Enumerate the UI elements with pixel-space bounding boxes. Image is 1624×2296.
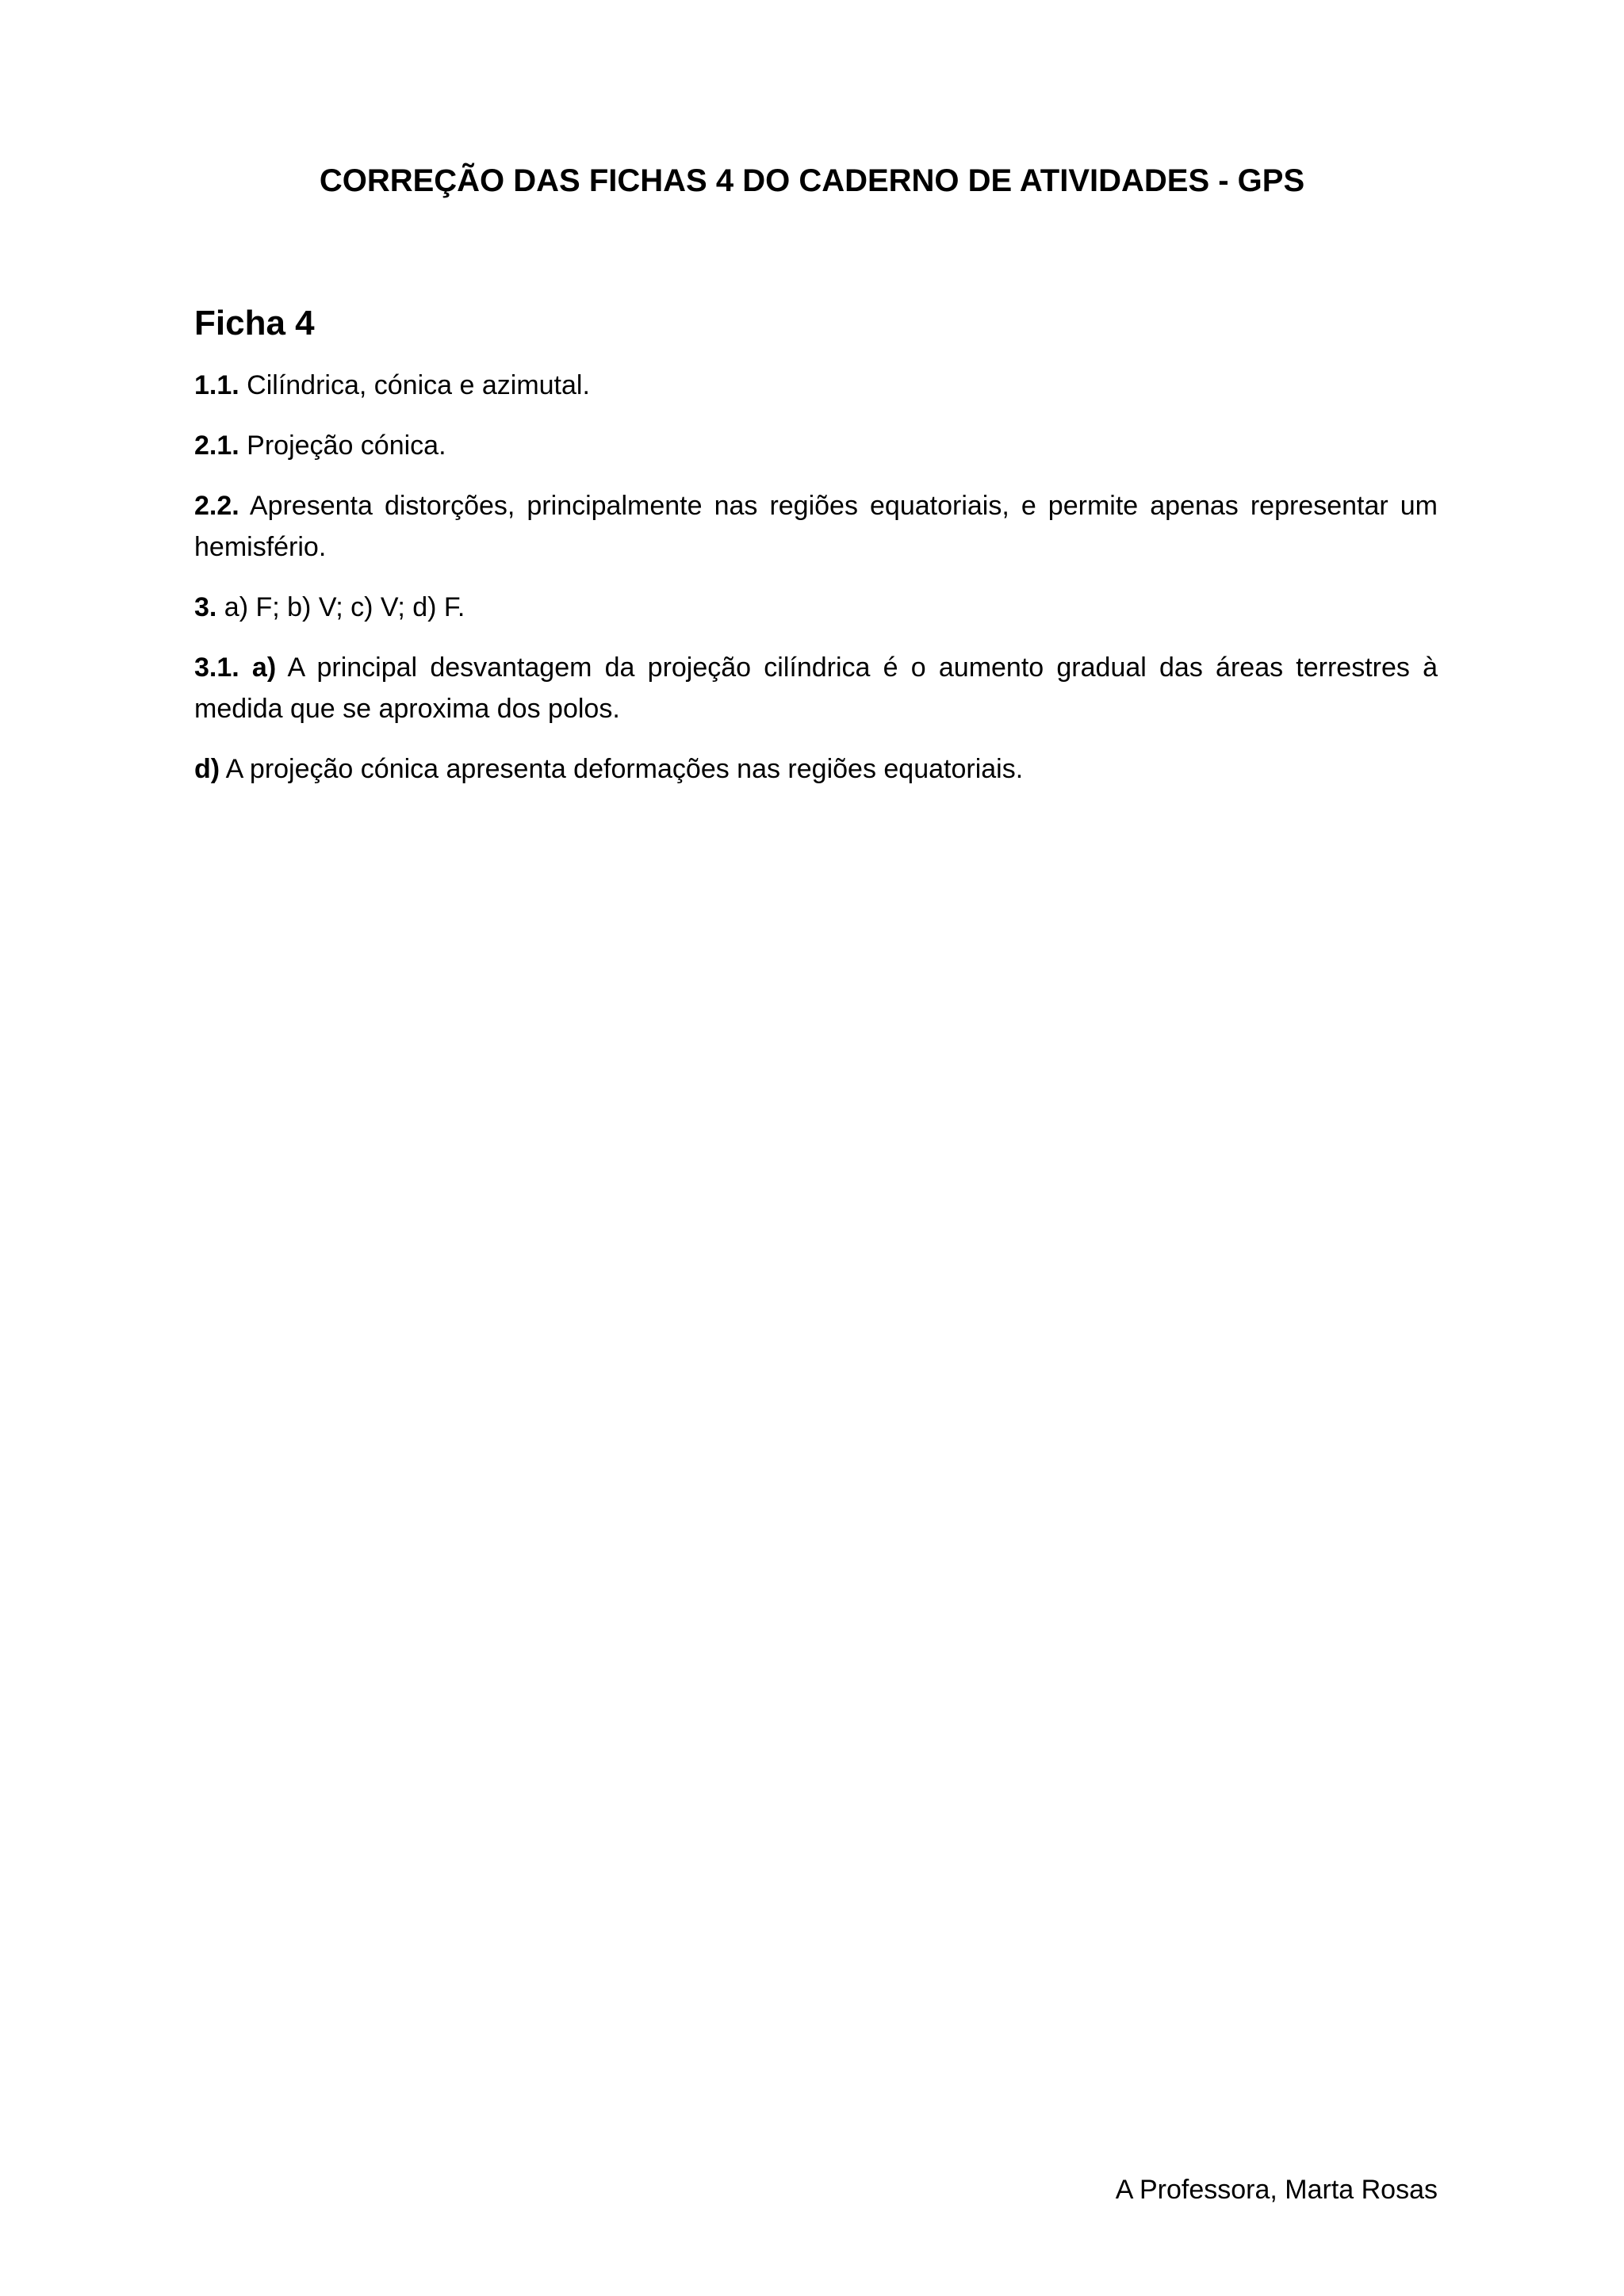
answer-label: d) <box>194 754 220 784</box>
answer-3-1-a <box>194 647 1438 729</box>
document-title: CORREÇÃO DAS FICHAS 4 DO CADERNO DE ATIVIDADES - GPS <box>319 163 1305 198</box>
answer-text: A projeção cónica apresenta deformações nas regiões equatoriais. <box>220 754 1024 784</box>
answer-label: 3. <box>194 592 217 622</box>
teacher-signature: A Professora, Marta Rosas <box>1115 2175 1438 2205</box>
answer-text: a) F; b) V; c) V; d) F. <box>216 592 465 622</box>
document-body <box>194 300 1438 809</box>
answer-label: 3.1. a) <box>194 652 277 683</box>
answer-label: 2.1. <box>194 430 239 461</box>
answer-2-1 <box>194 425 1438 466</box>
answer-text: Projeção cónica. <box>239 430 446 461</box>
answer-3-1-d <box>194 748 1438 790</box>
answer-2-2 <box>194 485 1438 568</box>
answer-3 <box>194 587 1438 628</box>
answer-text: Cilíndrica, cónica e azimutal. <box>239 370 590 400</box>
section-heading: Ficha 4 <box>194 304 315 342</box>
answer-label: 1.1. <box>194 370 239 400</box>
answer-text: Apresenta distorções, principalmente nas regiões equatoriais, e permite apenas representar um hemisfério. <box>194 491 1438 562</box>
answer-text: A principal desvantagem da projeção cilíndrica é o aumento gradual das áreas terrestres à medida que se aproxima dos polos. <box>194 652 1438 724</box>
answer-label: 2.2. <box>194 491 239 521</box>
answer-1-1 <box>194 365 1438 406</box>
